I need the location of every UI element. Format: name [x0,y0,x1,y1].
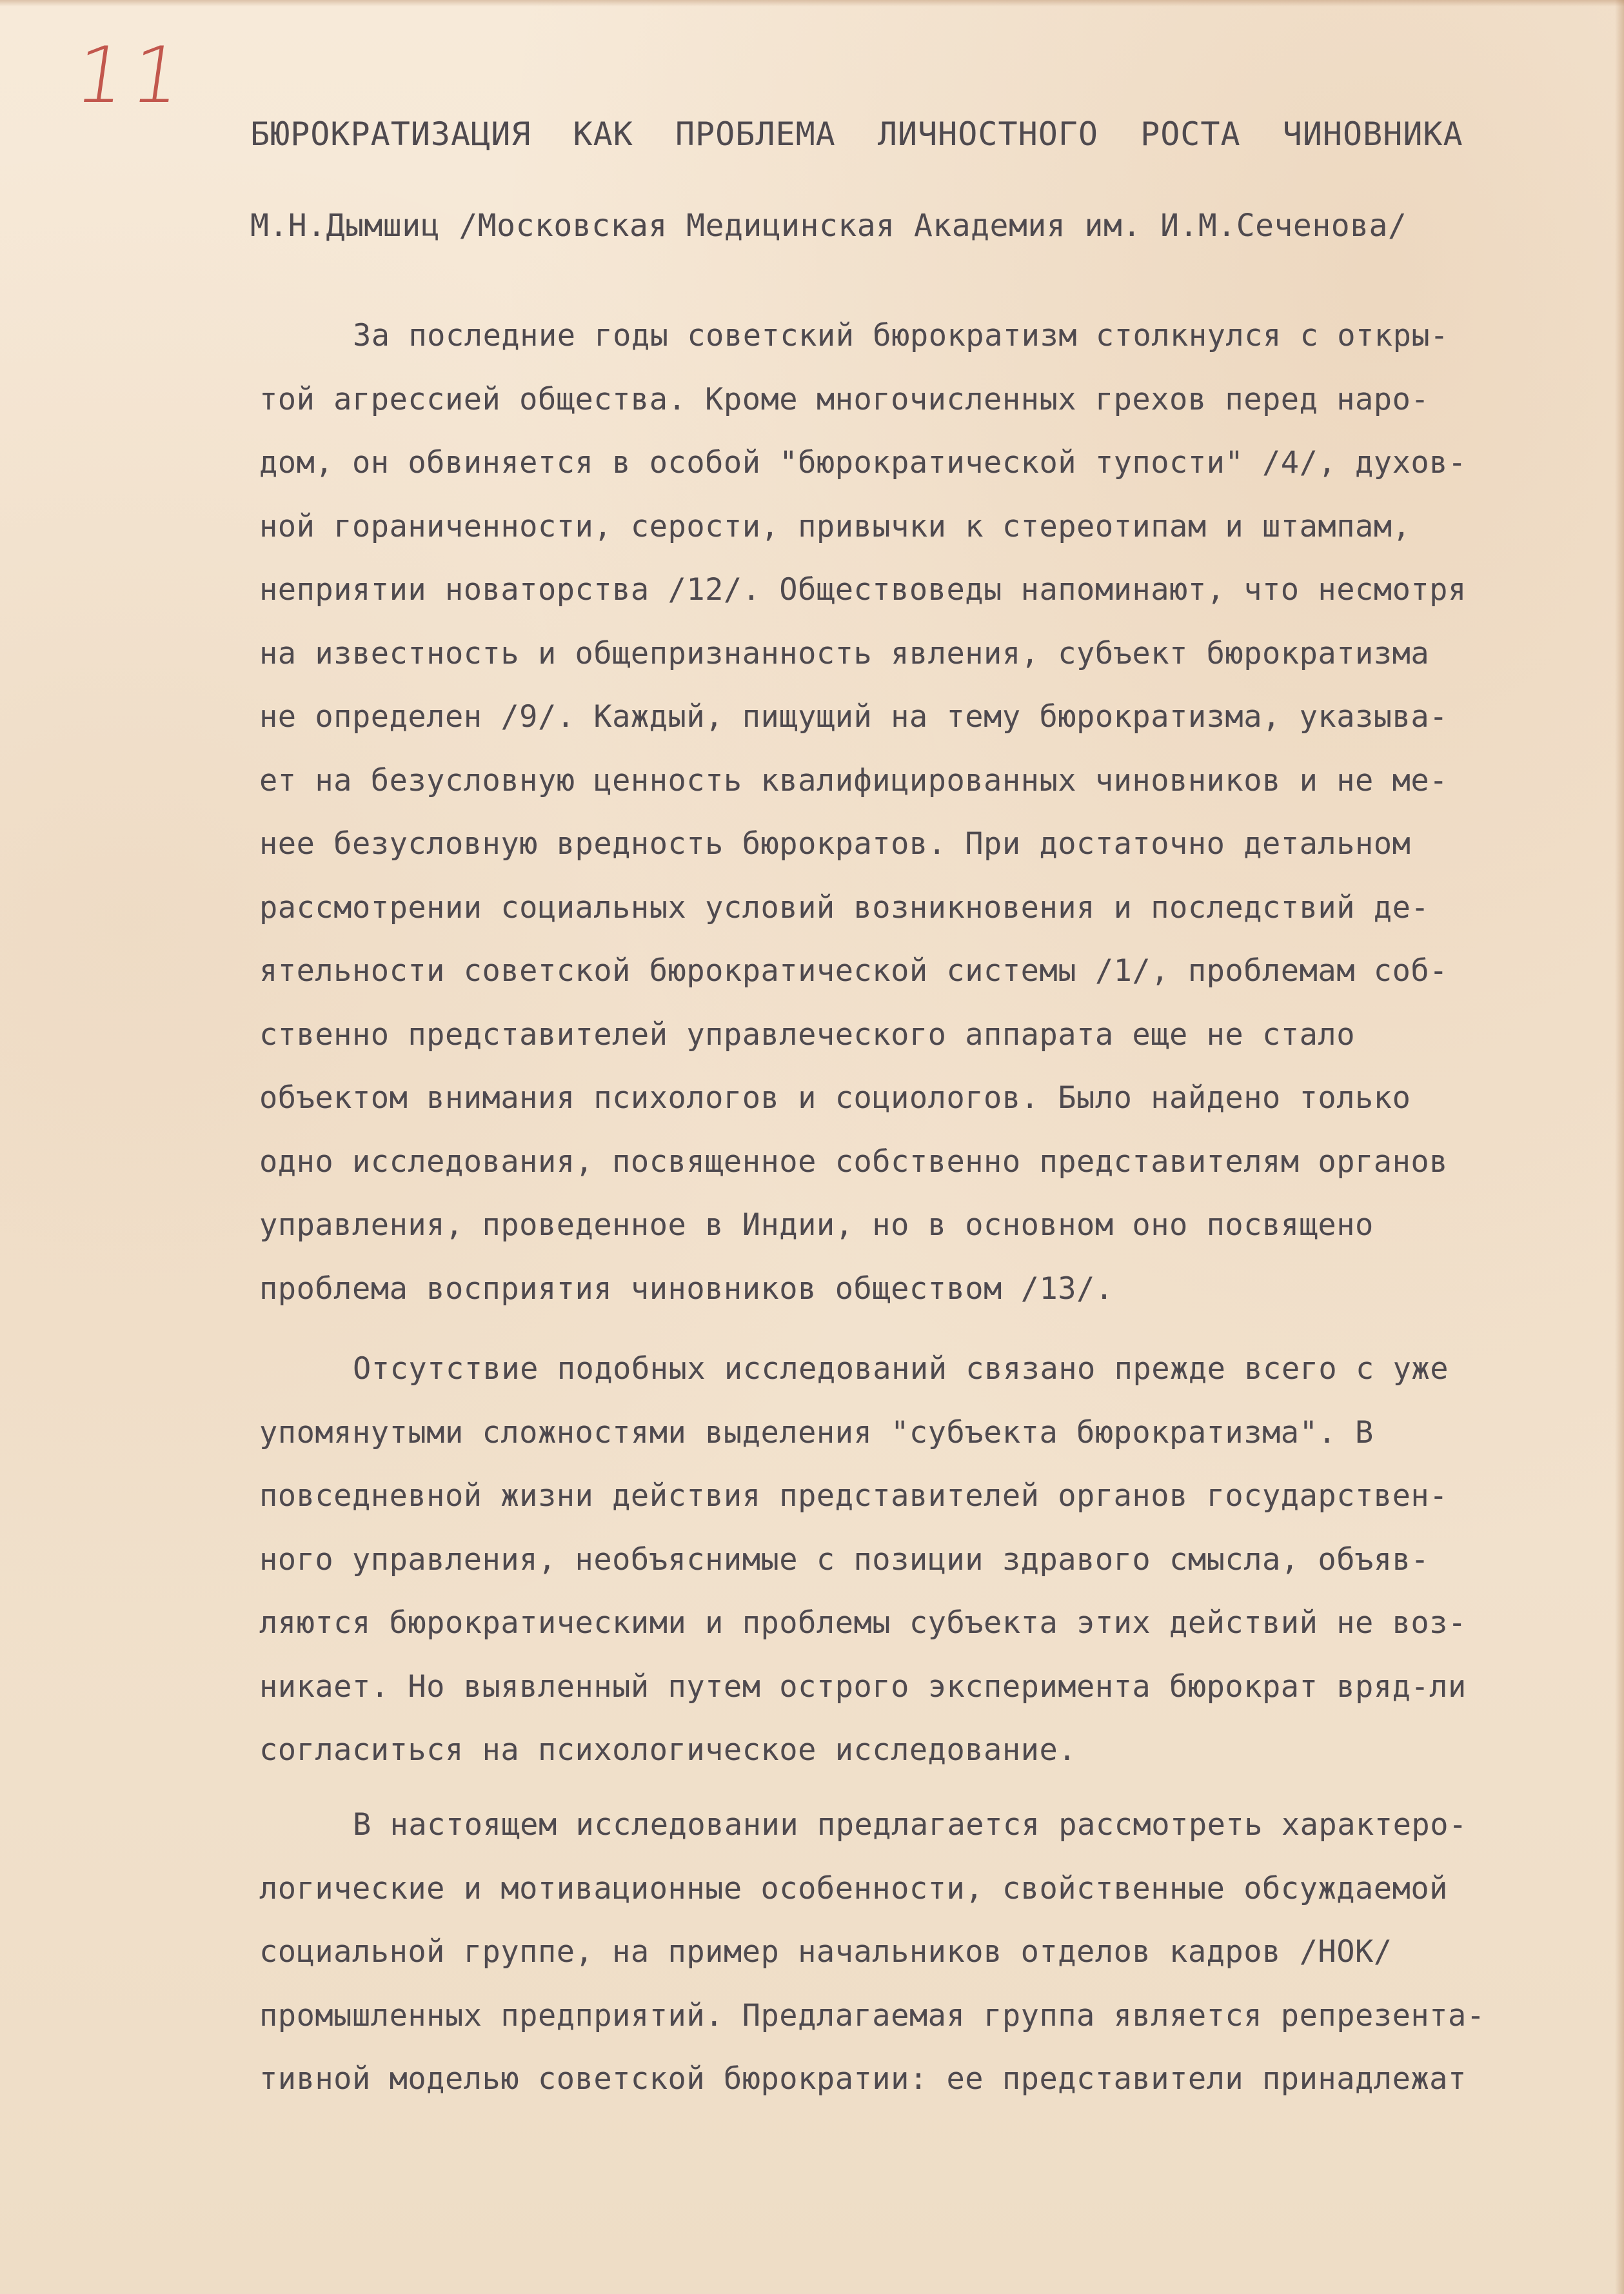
paragraph-line: никает. Но выявленный путем острого эксперимента бюрократ вряд-ли [259,1669,1467,1705]
document-title: БЮРОКРАТИЗАЦИЯ КАК ПРОБЛЕМА ЛИЧНОСТНОГО РОСТА ЧИНОВНИКА [250,115,1463,153]
handwritten-page-number: 11 [70,31,194,121]
paragraph-line: той агрессией общества. Кроме многочисленных грехов перед наро- [259,382,1430,417]
paragraph-line: ятельности советской бюрократической системы /1/, проблемам соб- [259,953,1448,989]
paragraph-line: проблема восприятия чиновников обществом /13/. [259,1271,1114,1307]
paragraph-line: ет на безусловную ценность квалифицированных чиновников и не ме- [259,763,1448,798]
paragraph-line: ной гораниченности, серости, привычки к стереотипам и штампам, [259,509,1411,544]
paragraph-line: нее безусловную вредность бюрократов. При достаточно детальном [259,826,1411,862]
paragraph-line: согласиться на психологическое исследование. [259,1732,1077,1768]
paragraph-line: упомянутыми сложностями выделения "субъекта бюрократизма". В [259,1415,1374,1450]
paragraph-line: тивной моделью советской бюрократии: ее представители принадлежат [259,2061,1467,2097]
author-affiliation: М.Н.Дымшиц /Московская Медицинская Академия им. И.М.Сеченова/ [250,208,1407,244]
paper-edge-right [1615,0,1624,2294]
paragraph-line: рассмотрении социальных условий возникновения и последствий де- [259,890,1430,925]
paragraph-first-line: В настоящем исследовании предлагается рассмотреть характеро- [353,1807,1467,1843]
paragraph-line: ного управления, необъяснимые с позиции здравого смысла, объяв- [259,1542,1430,1577]
paragraph-line: промышленных предприятий. Предлагаемая группа является репрезента- [259,1998,1485,2033]
paragraph-line: на известность и общепризнанность явления, субъект бюрократизма [259,636,1430,671]
paragraph-line: ляются бюрократическими и проблемы субъекта этих действий не воз- [259,1605,1467,1641]
paragraph-line: объектом внимания психологов и социологов. Было найдено только [259,1080,1411,1116]
paragraph-line: ственно представителей управлеческого аппарата еще не стало [259,1017,1355,1053]
paragraph-line: дом, он обвиняется в особой "бюрократической тупости" /4/, духов- [259,445,1467,480]
paragraph-line: повседневной жизни действия представителей органов государствен- [259,1478,1448,1514]
paragraph-first-line: За последние годы советский бюрократизм столкнулся с откры- [353,318,1449,353]
paragraph-line: не определен /9/. Каждый, пищущий на тему бюрократизма, указыва- [259,699,1448,735]
paragraph-line: социальной группе, на пример начальников отделов кадров /НОК/ [259,1934,1392,1970]
paper-edge-top [0,0,1624,6]
paragraph-line: одно исследования, посвященное собственно представителям органов [259,1144,1448,1180]
paragraph-first-line: Отсутствие подобных исследований связано прежде всего с уже [353,1351,1449,1387]
paragraph-line: управления, проведенное в Индии, но в основном оно посвящено [259,1207,1374,1243]
paragraph-line: неприятии новаторства /12/. Обществоведы напоминают, что несмотря [259,572,1467,608]
paragraph-line: логические и мотивационные особенности, свойственные обсуждаемой [259,1871,1448,1906]
